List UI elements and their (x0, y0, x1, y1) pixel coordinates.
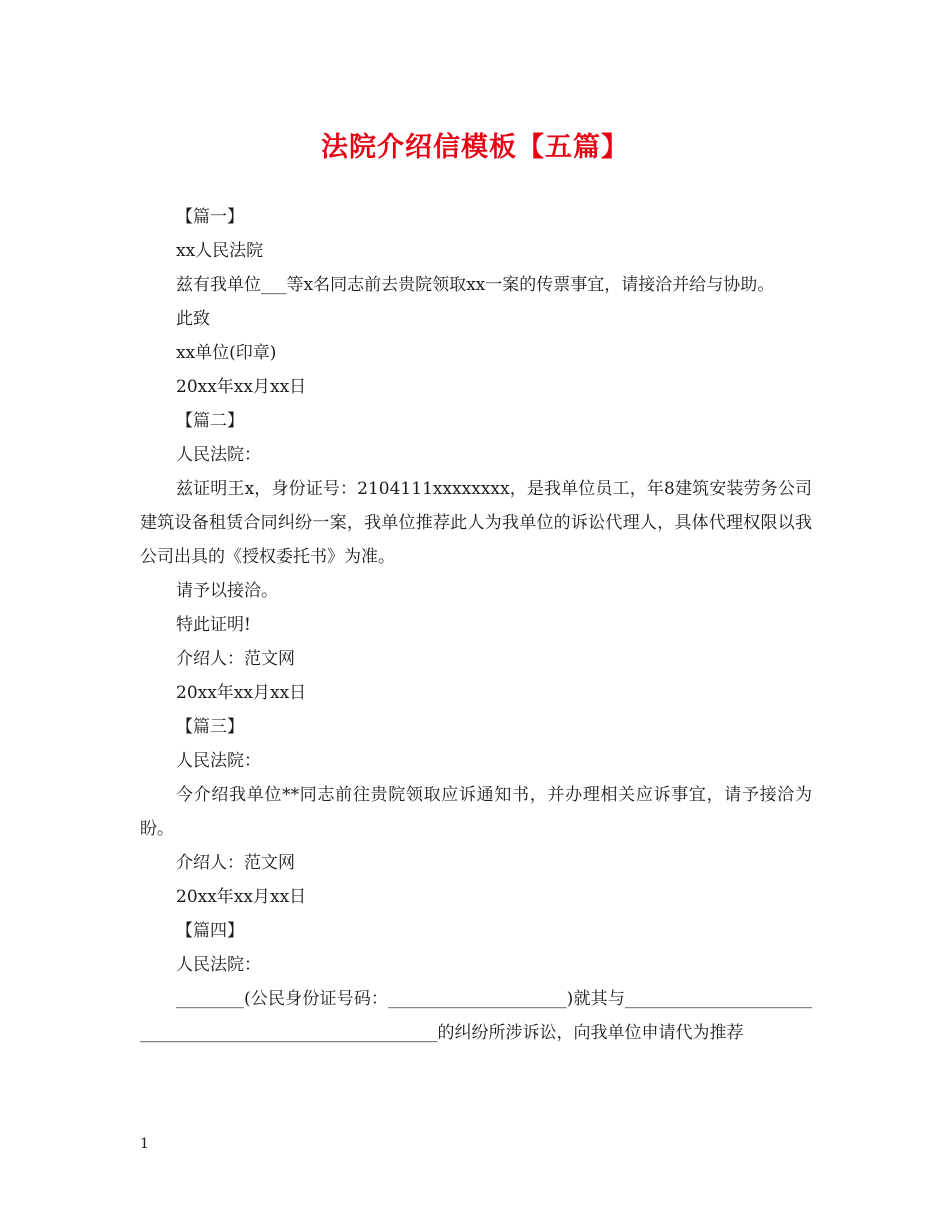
document-title: 法院介绍信模板【五篇】 (321, 132, 629, 163)
request-line-2: 请予以接洽。 (176, 581, 278, 601)
letter-body-3: 今介绍我单位**同志前往贵院领取应诉通知书，并办理相关应诉事宜，请予接洽为盼。 (140, 785, 812, 839)
signature-1: xx单位(印章) (176, 343, 277, 363)
recipient-3: 人民法院： (176, 751, 261, 771)
recipient-2: 人民法院： (176, 445, 261, 465)
section-heading-1: 【篇一】 (176, 207, 244, 227)
section-heading-2: 【篇二】 (176, 411, 244, 431)
introducer-2: 介绍人：范文网 (176, 649, 295, 669)
introducer-3: 介绍人：范文网 (176, 853, 295, 873)
certification-line-2: 特此证明! (176, 615, 251, 635)
section-heading-4: 【篇四】 (176, 921, 244, 941)
letter-body-4: ________(公民身份证号码：_____________________)就其与_________________________________________________________的纠纷所涉诉讼，向我单位申请代为推荐 (140, 989, 812, 1043)
recipient-4: 人民法院： (176, 955, 261, 975)
recipient-1: xx人民法院 (176, 241, 264, 261)
date-2: 20xx年xx月xx日 (176, 683, 307, 703)
document-body (140, 200, 812, 1050)
closing-1: 此致 (176, 309, 210, 329)
letter-body-2: 兹证明王x，身份证号：2104111xxxxxxxx，是我单位员工，年8建筑安装劳务公司建筑设备租赁合同纠纷一案，我单位推荐此人为我单位的诉讼代理人，具体代理权限以我公司出具的《授权委托书》为准。 (140, 479, 812, 567)
section-heading-3: 【篇三】 (176, 717, 244, 737)
date-1: 20xx年xx月xx日 (176, 377, 307, 397)
letter-body-1: 兹有我单位___等x名同志前去贵院领取xx一案的传票事宜，请接洽并给与协助。 (176, 275, 775, 295)
date-3: 20xx年xx月xx日 (176, 887, 307, 907)
page-number: 1 (140, 1136, 149, 1152)
